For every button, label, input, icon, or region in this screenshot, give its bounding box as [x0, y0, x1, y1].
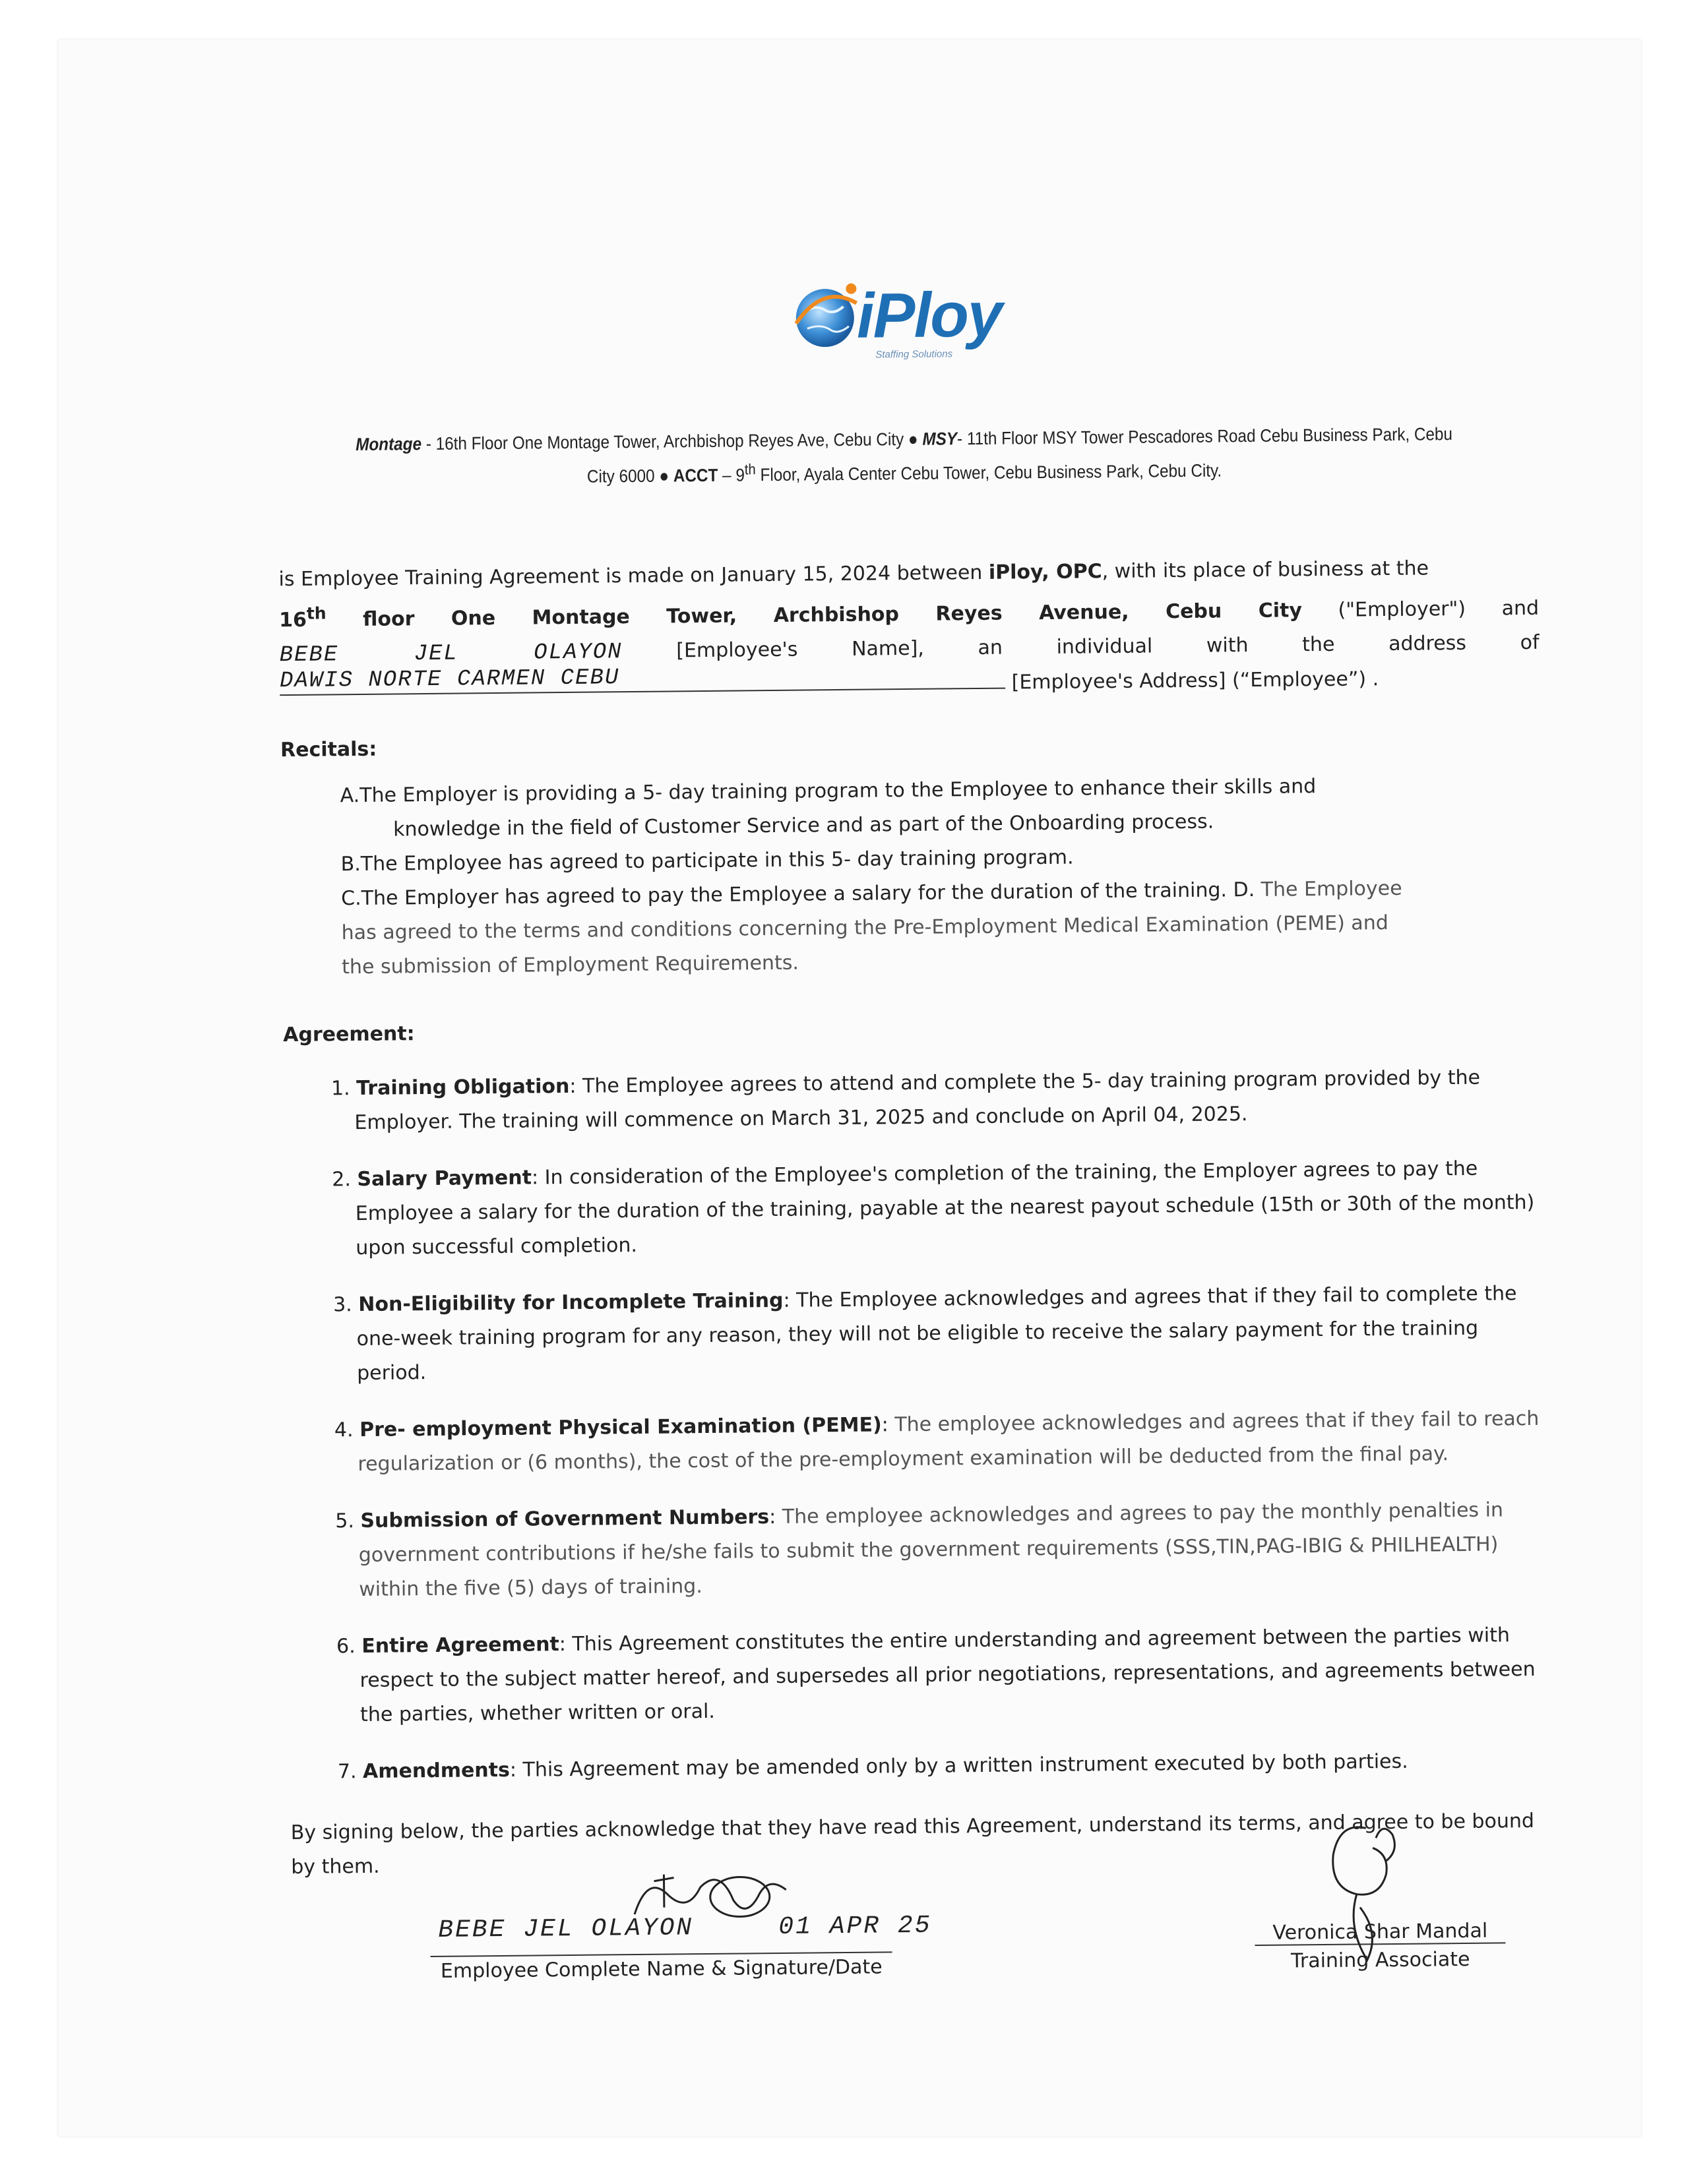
recital-a-cont: knowledge in the field of Customer Service and as part of the Onboarding process. [393, 810, 1214, 841]
bullet-2: ● [659, 466, 670, 486]
employee-signature-block [430, 1911, 932, 1983]
floor-number: 16 [278, 608, 307, 632]
bullet-1: ● [908, 429, 918, 449]
intro-text-2: ("Employer") and [1301, 596, 1540, 622]
agreement-list [284, 1060, 1550, 1790]
recital-d-line-2: has agreed to the terms and conditions concerning the Pre-Employment Medical Examination (PEME) and [341, 911, 1388, 945]
address-msy: - 11th Floor MSY Tower Pescadores Road Cebu Business Park, Cebu City 6000 [586, 424, 1453, 487]
recital-c: C.The Employer has agreed to pay the Employee a salary for the duration of the training. D. The Employee [341, 876, 1402, 911]
agreement-item-3: 3. Non-Eligibility for Incomplete Training: The Employee acknowledges and agrees that if they fail to complete the one-week training program for any reason, they will not be eligible to receive the salary payment for the training period. [332, 1282, 1517, 1385]
agreement-item-6: 6. Entire Agreement: This Agreement constitutes the entire understanding and agreement between the parties with respect to the subject matter hereof, and supersedes all prior negotiations, representations, and agreements between the parties, whether written or oral. [336, 1623, 1536, 1727]
associate-name: Veronica Shar Mandal [1255, 1906, 1506, 1946]
address-acct-sup: th [744, 461, 756, 478]
employee-name-signed: BEBE JEL OLAYON [438, 1914, 694, 1945]
iploy-logo [790, 279, 1009, 380]
address-montage: - 16th Floor One Montage Tower, Archbishop Reyes Ave, Cebu City [425, 429, 904, 454]
signature-area [8, 1904, 1682, 2118]
intro-text-4: [Employee's Address] (“Employee”) . [1011, 667, 1379, 694]
agreement-item-5: 5. Submission of Government Numbers: The employee acknowledges and agrees to pay the monthly penalties in government contributions if he/she fails to submit the government requirements (SSS,TIN,PAG-IBIG & PHILHEALTH) within the five (5) days of training. [335, 1498, 1504, 1602]
intro-text-3: [Employee's Name], an individual with the address of [676, 630, 1540, 663]
address-acct-pre: – 9 [722, 465, 745, 485]
intro-text-1: is Employee Training Agreement is made on January 15, 2024 between [278, 561, 989, 592]
employee-address-handwritten: DAWIS NORTE CARMEN CEBU [279, 665, 620, 694]
logo-wordmark: iPloy [856, 279, 1002, 351]
globe-icon [790, 277, 863, 357]
agreement-heading: Agreement: [283, 1022, 415, 1047]
employee-address-field [279, 665, 1005, 696]
agreement-body [278, 551, 1551, 1885]
employee-caption: Employee Complete Name & Signature/Date [440, 1955, 883, 1983]
associate-signature-block [1255, 1906, 1506, 1973]
address-msy-label: MSY [922, 429, 958, 449]
company-addresses [340, 419, 1468, 493]
recital-b: B.The Employee has agreed to participate in this 5- day training program. [340, 845, 1074, 876]
closing-statement: By signing below, the parties acknowledge that they have read this Agreement, understand its terms, and agree to be bound by them. [290, 1809, 1535, 1879]
agreement-item-1: 1. Training Obligation: The Employee agrees to attend and complete the 5- day training program provided by the Employer. The training will commence on March 31, 2025 and conclude on April 04, 2025. [330, 1066, 1481, 1135]
floor-sup: th [306, 603, 327, 623]
recital-a: A.The Employer is providing a 5- day training program to the Employee to enhance their skills and [340, 775, 1317, 808]
address-montage-label: Montage [355, 434, 422, 455]
address-acct-post: Floor, Ayala Center Cebu Tower, Cebu Business Park, Cebu City. [755, 460, 1222, 485]
associate-title: Training Associate [1290, 1947, 1470, 1973]
address-acct-label: ACCT [673, 465, 718, 486]
recital-d-line-3: the submission of Employment Requirements. [342, 951, 799, 979]
employer-address: floor One Montage Tower, Archbishop Reyes Avenue, Cebu City [326, 599, 1303, 632]
employee-name-handwritten: BEBE JEL OLAYON [279, 640, 623, 669]
recitals-list [280, 768, 1542, 985]
intro-line-4 [280, 661, 1540, 707]
employee-signature-line [430, 1911, 932, 1957]
intro-text-1b: , with its place of business at the [1102, 557, 1429, 584]
recitals-heading: Recitals: [280, 737, 377, 762]
company-name: iPloy, OPC [988, 560, 1102, 584]
agreement-item-2: 2. Salary Payment: In consideration of the Employee's completion of the training, the Employer agrees to pay the Employee a salary for the duration of the training, payable at the nearest payout schedule (15th or 30th of the month) upon successful completion. [332, 1157, 1535, 1260]
employee-sign-date: 01 APR 25 [778, 1911, 932, 1941]
logo-tagline: Staffing Solutions [875, 348, 953, 361]
agreement-item-7: 7. Amendments: This Agreement may be amended only by a written instrument executed by both parties. [337, 1749, 1408, 1784]
agreement-item-4: 4. Pre- employment Physical Examination (PEME): The employee acknowledges and agrees that if they fail to reach regularization or (6 months), the cost of the pre-employment examination will be deducted from the final pay. [334, 1407, 1540, 1476]
